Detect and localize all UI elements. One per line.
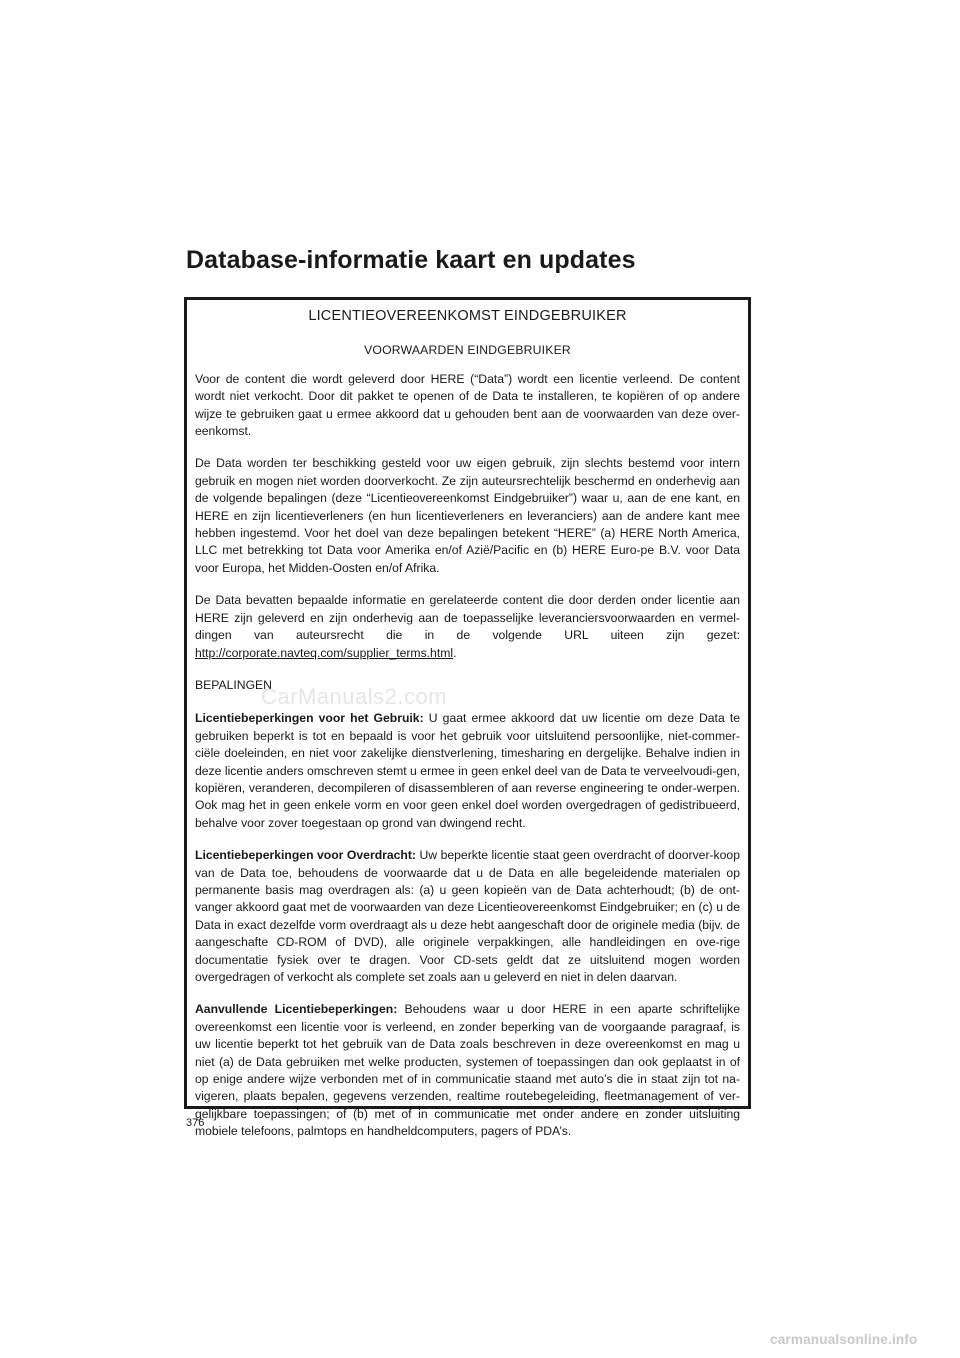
page-number: 376: [186, 1117, 205, 1129]
term-transfer-text: Uw beperkte licentie staat geen overdracht of doorver-koop van de Data toe, behoudens de voorwaarde dat u de Data en alle begeleidende materialen op permanente basis mag overdragen als: (a) u geen kopieën van de Data achterhoudt; (b) de ont-vanger akkoord gaat met de voorwaarden van deze Licentieovereenkomst Eindgebruiker; en (c) u de Data in exact dezelfde vorm overdraagt als u deze hebt aangeschaft door de originele media (bijv. de aangeschafte CD-ROM of DVD), alle originele verpakkingen, alle handleidingen en ove-rige documentatie fysiek over te dragen. Voor CD-sets geldt dat ze uitsluitend mogen worden overgedragen of verkocht als complete set zoals aan u geleverd en niet in delen daarvan.: [195, 848, 740, 984]
third-party-text: De Data bevatten bepaalde informatie en gerelateerde content die door derden onder licentie aan HERE zijn geleverd en zijn onderhevig aan de toepasselijke leveranciersvoorwaarden en vermel-dingen van auteursrecht die in de volgende URL uiteen zijn gezet:: [195, 593, 740, 643]
page-title: Database-informatie kaart en updates: [186, 246, 636, 274]
license-paragraph-usage: De Data worden ter beschikking gesteld voor uw eigen gebruik, zijn slechts bestemd voor intern gebruik en mogen niet worden doorverkocht. Ze zijn auteursrechtelijk beschermd en onderhevig aan de volgende bepalingen (deze “Licentieovereenkomst Eindgebruiker”) waar u, aan de ene kant, en HERE en zijn licentieverleners (en hun licentieverleners en leveranciers) aan de andere kant mee hebben ingestemd. Voor het doel van deze bepalingen betekent “HERE” (a) HERE North America, LLC met betrekking tot Data voor Amerika en/of Azië/Pacific en (b) HERE Euro-pe B.V. voor Data voor Europa, het Midden-Oosten en/of Afrika.: [195, 456, 740, 575]
third-party-text-end: .: [453, 645, 457, 660]
term-usage-text: U gaat ermee akkoord dat uw licentie om deze Data te gebruiken beperkt is tot en bepaald is voor het gebruik voor uitsluitend persoonlijke, niet-commer-ciële doeleinden, en niet voor zakelijke dienstverlening, timesharing en dergelijke. Behalve indien in deze licentie anders omschreven stemt u ermee in geen enkel deel van de Data te verveelvoudi-gen, kopiëren, veranderen, decompileren of disassembleren of aan reverse engineering te onder-werpen. Ook mag het in geen enkele vorm en voor geen enkel doel worden overgedragen of gedistribueerd, behalve voor zover toegestaan op grond van dwingend recht.: [195, 711, 740, 830]
term-additional-text: Behoudens waar u door HERE in een aparte schriftelijke overeenkomst een licentie voor is verleend, en zonder beperking van de voorgaande paragraaf, is uw licentie beperkt tot het gebruik van de Data zoals beschreven in deze overeenkomst en mag u niet (a) de Data gebruiken met welke producten, systemen of toepassingen dan ook geplaatst in of op enige andere wijze verbonden met of in communicatie staand met auto’s die in staat zijn tot na-vigeren, plaats bepalen, gegevens verzenden, realtime routebegeleiding, fleetmanagement of ver-gelijkbare toepassingen; of (b) met of in communicatie met onder andere en zonder uitsluiting mobiele telefoons, palmtops en handheldcomputers, pagers of PDA’s.: [195, 1002, 740, 1139]
license-paragraph-third-party: [195, 592, 740, 662]
license-heading: LICENTIEOVEREENKOMST EINDGEBRUIKER: [308, 308, 627, 324]
watermark-carmanuals2: CarManuals2.com: [261, 684, 448, 709]
term-transfer-restrictions: [195, 847, 740, 986]
term-usage-label: Licentiebeperkingen voor het Gebruik:: [195, 711, 424, 726]
license-paragraph-content: Voor de content die wordt geleverd door HERE (“Data”) wordt een licentie verleend. De content wordt niet verkocht. Door dit pakket te openen of de Data te installeren, te kopiëren of op andere wijze te gebruiken gaat u ermee akkoord dat u gehouden bent aan de voorwaarden van deze over-eenkomst.: [195, 371, 740, 439]
term-transfer-label: Licentiebeperkingen voor Overdracht:: [195, 848, 416, 863]
license-subheading: VOORWAARDEN EINDGEBRUIKER: [364, 343, 571, 358]
term-usage-restrictions: [195, 710, 740, 832]
supplier-terms-link[interactable]: http://corporate.navteq.com/supplier_terms.html: [195, 645, 454, 660]
watermark-carmanualsonline: carmanualsonline.info: [770, 1332, 918, 1347]
term-additional-restrictions: [195, 1001, 740, 1140]
term-additional-label: Aanvullende Licentiebeperkingen:: [195, 1002, 398, 1017]
terms-section-title: BEPALINGEN: [195, 677, 272, 692]
